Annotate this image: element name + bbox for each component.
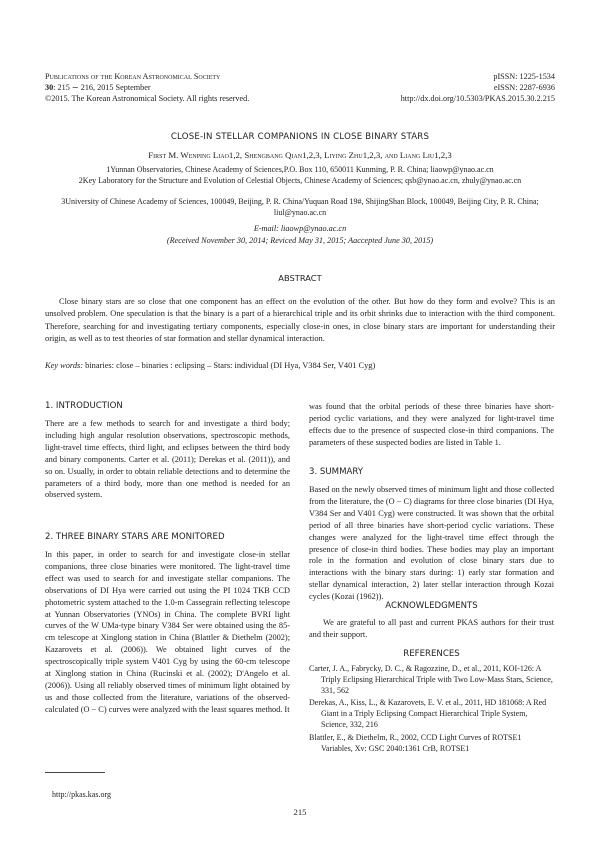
keywords-text: binaries: close – binaries : eclipsing – Stars: individual (DI Hya, V384 Ser, V401 Cyg) <box>85 361 376 370</box>
reference-item: Derekas, A., Kiss, L., & Kazarovets, E. V. et al., 2011, HD 181068: A Red Giant in a Triply Eclipsing Compact Hierarchical Triple System, Science, 332, 216 <box>309 698 547 729</box>
keywords-label: Key words: <box>45 361 84 370</box>
summary-text: Based on the newly observed times of minimum light and those collected from the literature, the (O − C) diagrams for three close binaries (DI Hya, V384 Ser and V401 Cyg) were constructed. It was shown that the orbital period of all three binaries have short-period cyclic variations. These changes were analyzed for the light-travel time effect through the presence of close-in third bodies. These bodies may play an important role in the formation and evolution of close binary stars due to interactions with the binary stars during: 1) early star formation and stellar dynamical interaction, 2) later stellar interaction through Kozai cycles (Kozai (1962)). <box>309 485 554 602</box>
page-number: 215 <box>293 807 307 817</box>
author-list: First M. Wenping Liao1,2, Shengbang Qian1,2,3, Liying Zhu1,2,3, and Liang Liu1,2,3 <box>148 150 452 160</box>
reference-list <box>309 664 554 756</box>
doi-link[interactable]: http://dx.doi.org/10.5303/PKAS.2015.30.2.215 <box>400 94 555 103</box>
section-heading-monitored: 2. THREE BINARY STARS ARE MONITORED <box>45 532 225 542</box>
pissn: pISSN: 1225-1534 <box>493 72 555 81</box>
affiliation-1: 1Yunnan Observatories, Chinese Academy of Sciences,P.O. Box 110, 650011 Kunming, P. R. China; liaowp@ynao.ac.cn <box>106 165 494 174</box>
reference-item: Blattler, E., & Diethelm, R., 2002, CCD Light Curves of ROTSE1 Variables, Xv: GSC 2040:1361 CrB, ROTSE1 <box>309 732 522 753</box>
references-heading: REFERENCES <box>403 649 460 659</box>
pages-date: : 215 ∼ 216, 2015 September <box>53 83 151 92</box>
affiliation-2: 2Key Laboratory for the Structure and Evolution of Celestial Objects, Chinese Academy of Sciences; qsb@ynao.ac.cn, zhuly@ynao.ac.cn <box>78 176 522 185</box>
received-dates: (Received November 30, 2014; Reviced May 31, 2015; Aaccepted June 30, 2015) <box>166 236 434 245</box>
reference-item: Carter, J. A., Fabrycky, D. C., & Ragozzine, D., et al., 2011, KOI-126: A Triply Eclipsing Hierarchical Triple with Two Low-Mass Stars, Science, 331, 562 <box>309 664 553 695</box>
abstract-heading: ABSTRACT <box>278 273 322 283</box>
section-2-continuation: was found that the orbital periods of these three binaries have short-period cyclic variations, and they were analyzed for light-travel time effects due to the presence of suspected close-in third companions. The parameters of these suspected bodies are listed in Table 1. <box>309 402 554 447</box>
abstract-text: Close binary stars are so close that one component has an effect on the evolution of the other. But how do they form and evolve? This is an unsolved problem. One speculation is that the binary is a part of a hierarchical triple and its orbit shrinks due to interaction with the third component. Therefore, searching for and investigating tertiary components, especially close-in ones, in close binary stars are important for understanding their origin, as well as to test theories of star formation and stellar dynamical interaction. <box>45 297 555 343</box>
section-2-body: In this paper, in order to search for and investigate close-in stellar companions, three close binaries were monitored. The light-travel time effect was used to search for and investigate stellar companions. The observations of DI Hya were carried out using the PI 1024 TKB CCD photometric system attached to the 1.0-m Cassegrain reflecting telescope at Yunnan Observatories (YNOs) in China. The complete BVRI light curves of the W UMa-type binary V384 Ser were obtained using the 85-cm telescope at Xinglong station in China (Blattler & Diethelm (2002); Kazarovets et al. (2006)). We obtained light curves of the spectroscopically triple system V401 Cyg by using the 60-cm telescope at Xinglong station in China (Rucinski et al. (2002); D'Angelo et al. (2006)). Using all reliably observed times of minimum light obtained by us and those collected from the literature, variations of the observed-calculated (O − C) curves were analyzed with the least squares method. It <box>45 550 290 714</box>
footnote-url[interactable]: http://pkas.kas.org <box>52 790 111 799</box>
keywords <box>45 360 555 372</box>
section-2-text <box>45 549 290 716</box>
email: E-mail: liaowp@ynao.ac.cn <box>253 224 347 233</box>
acknowledgments-text: We are grateful to all past and current PKAS authors for their trust and their support. <box>309 618 554 639</box>
section-heading-introduction: 1. INTRODUCTION <box>45 401 123 411</box>
journal-name <box>45 71 220 83</box>
footnote-rule <box>45 772 105 773</box>
introduction-text: There are a few methods to search for and investigate a third body; including high angular resolution observations, spectroscopic methods, light-travel time effects, third light, and eclipses between the third body and binary components. Carter et al. (2011); Derekas et al. (2011)), and so on. Usually, in order to obtain reliable detections and to determine the parameters of a third body, more than one method is needed for an observed system. <box>45 419 290 500</box>
section-heading-summary: 3. SUMMARY <box>309 467 364 477</box>
acknowledgments-heading: ACKNOWLEDGMENTS <box>385 601 478 611</box>
volume-number: 30 <box>45 83 54 92</box>
copyright: ©2015. The Korean Astronomical Society. All rights reserved. <box>45 94 250 103</box>
journal-title: Publications of the Korean Astronomical Society <box>45 72 221 81</box>
paper-title: CLOSE-IN STELLAR COMPANIONS IN CLOSE BINARY STARS <box>170 132 430 142</box>
affiliation-3: 3University of Chinese Academy of Sciences, 100049, Beijing, P. R. China/Yuquan Road 19#, ShijingShan Block, 100049, Beijing City, P. R. China; liul@ynao.ac.cn <box>61 197 539 217</box>
eissn: eISSN: 2287-6936 <box>493 83 555 92</box>
volume-line <box>45 82 151 94</box>
